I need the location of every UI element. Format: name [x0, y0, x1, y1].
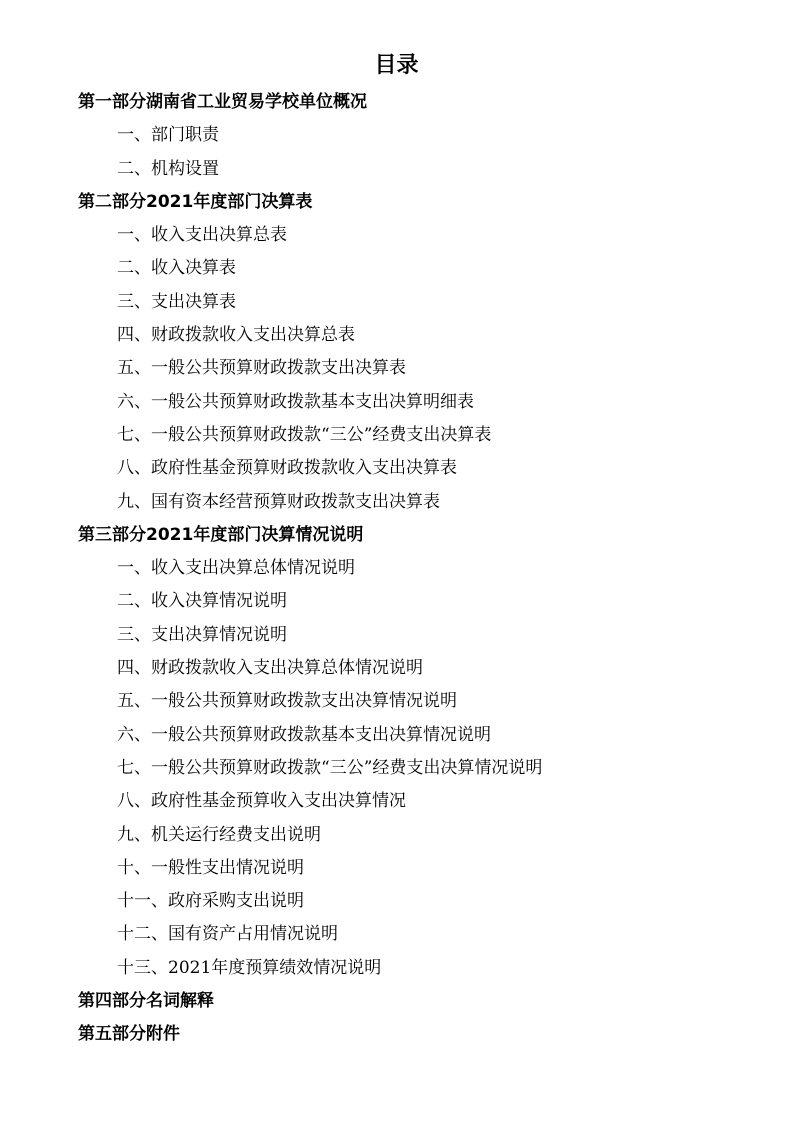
toc-entry: 四、财政拨款收入支出决算总体情况说明 — [117, 658, 423, 679]
toc-entry: 八、政府性基金预算财政拨款收入支出决算表 — [117, 458, 457, 479]
toc-entry: 二、机构设置 — [117, 158, 219, 179]
toc-part-heading: 第一部分湖南省工业贸易学校单位概况 — [78, 92, 367, 112]
toc-entry: 十一、政府采购支出说明 — [117, 891, 304, 912]
page-title: 目录 — [374, 53, 419, 78]
toc-entry: 六、一般公共预算财政拨款基本支出决算情况说明 — [117, 724, 491, 745]
toc-entry: 一、部门职责 — [117, 125, 219, 146]
toc-entry: 五、一般公共预算财政拨款支出决算表 — [117, 358, 406, 379]
toc-entry: 十三、2021年度预算绩效情况说明 — [117, 957, 382, 978]
toc-entry: 三、支出决算表 — [117, 291, 236, 312]
toc-entry: 一、收入支出决算总体情况说明 — [117, 558, 355, 579]
toc-entry: 六、一般公共预算财政拨款基本支出决算明细表 — [117, 391, 474, 412]
toc-entry: 八、政府性基金预算收入支出决算情况 — [117, 791, 406, 812]
toc-entry: 二、收入决算情况说明 — [117, 591, 287, 612]
toc-entry: 四、财政拨款收入支出决算总表 — [117, 325, 355, 346]
toc-entry: 五、一般公共预算财政拨款支出决算情况说明 — [117, 691, 457, 712]
toc-part-heading: 第三部分2021年度部门决算情况说明 — [78, 524, 364, 545]
toc-part-heading: 第四部分名词解释 — [78, 991, 214, 1012]
toc-entry: 七、一般公共预算财政拨款“三公”经费支出决算情况说明 — [117, 757, 543, 778]
toc-entry: 二、收入决算表 — [117, 258, 236, 279]
toc-entry: 九、国有资本经营预算财政拨款支出决算表 — [117, 491, 440, 512]
toc-entry: 三、支出决算情况说明 — [117, 624, 287, 645]
table-of-contents — [78, 86, 758, 1052]
toc-entry: 九、机关运行经费支出说明 — [117, 824, 321, 845]
toc-entry: 一、收入支出决算总表 — [117, 225, 287, 246]
toc-entry: 十二、国有资产占用情况说明 — [117, 924, 338, 945]
toc-entry: 十、一般性支出情况说明 — [117, 857, 304, 878]
toc-part-heading: 第五部分附件 — [78, 1024, 180, 1045]
toc-entry: 七、一般公共预算财政拨款“三公”经费支出决算表 — [117, 424, 492, 445]
toc-part-heading: 第二部分2021年度部门决算表 — [78, 191, 313, 212]
